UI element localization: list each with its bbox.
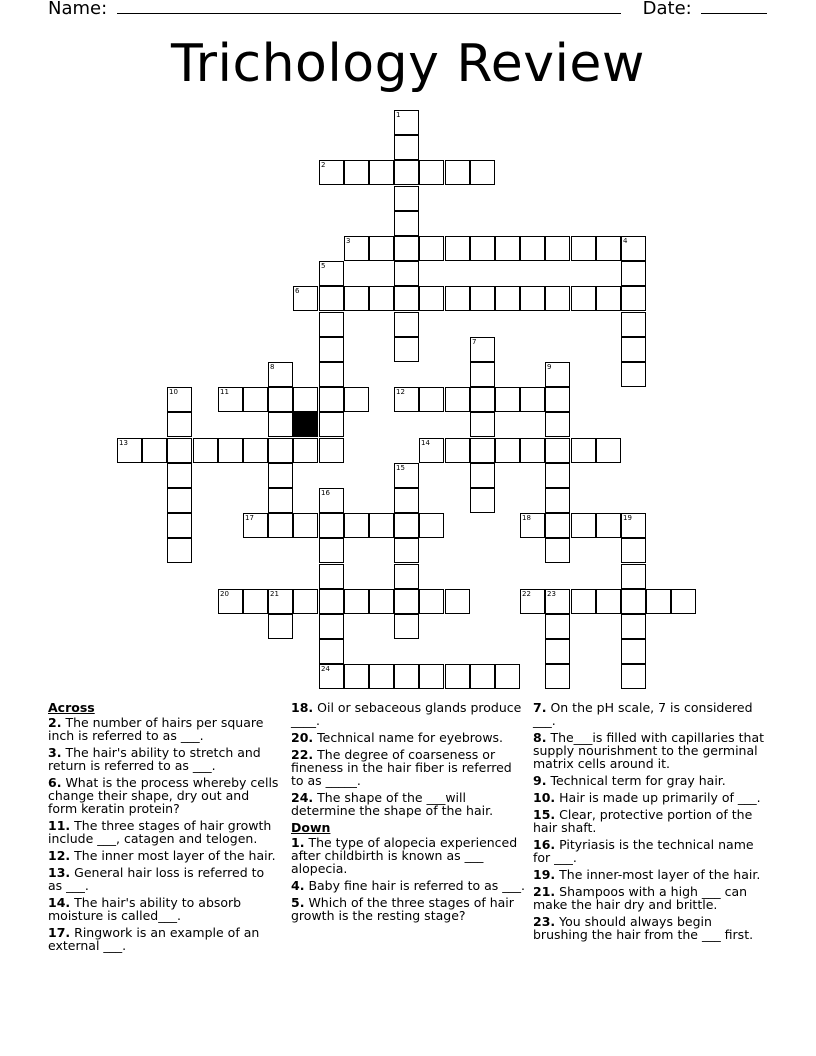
cell-number: 18 xyxy=(522,514,531,522)
crossword-cell[interactable] xyxy=(167,538,192,563)
crossword-cell[interactable] xyxy=(344,513,369,538)
crossword-cell[interactable] xyxy=(596,286,621,311)
clue-number: 14. xyxy=(48,895,71,910)
crossword-cell[interactable] xyxy=(268,488,293,513)
crossword-cell[interactable] xyxy=(621,286,646,311)
crossword-cell[interactable] xyxy=(596,513,621,538)
crossword-cell[interactable] xyxy=(470,387,495,412)
cell-number: 5 xyxy=(321,262,326,270)
crossword-cell[interactable] xyxy=(419,286,444,311)
clue-item xyxy=(533,731,769,770)
crossword-cell[interactable] xyxy=(319,513,344,538)
crossword-cell[interactable] xyxy=(545,463,570,488)
crossword-cell[interactable] xyxy=(621,337,646,362)
clue-number: 15. xyxy=(533,807,556,822)
clue-item xyxy=(48,716,280,742)
crossword-cell[interactable] xyxy=(268,513,293,538)
crossword-cell[interactable] xyxy=(621,236,646,261)
clue-item xyxy=(533,791,769,804)
crossword-cell[interactable] xyxy=(520,236,545,261)
crossword-cell[interactable] xyxy=(495,236,520,261)
crossword-cell[interactable] xyxy=(167,438,192,463)
crossword-cell[interactable] xyxy=(394,286,419,311)
crossword-cell[interactable] xyxy=(470,337,495,362)
crossword-cell[interactable] xyxy=(268,438,293,463)
crossword-cell[interactable] xyxy=(520,387,545,412)
clue-text: Shampoos with a high ___ can make the hair dry and brittle. xyxy=(533,884,748,912)
crossword-cell[interactable] xyxy=(445,286,470,311)
clue-text: The hair's ability to stretch and return is referred to as ___. xyxy=(48,745,261,773)
crossword-cell[interactable] xyxy=(394,538,419,563)
clue-item xyxy=(291,836,527,875)
crossword-cell[interactable] xyxy=(545,513,570,538)
crossword-cell[interactable] xyxy=(545,236,570,261)
clue-item xyxy=(48,776,280,815)
clue-number: 8. xyxy=(533,730,547,745)
crossword-cell[interactable] xyxy=(545,639,570,664)
clue-number: 7. xyxy=(533,700,547,715)
crossword-cell[interactable] xyxy=(470,664,495,689)
clue-number: 2. xyxy=(48,715,62,730)
crossword-cell[interactable] xyxy=(268,412,293,437)
crossword-cell[interactable] xyxy=(571,438,596,463)
crossword-cell[interactable] xyxy=(319,538,344,563)
clue-item xyxy=(533,701,769,727)
clue-item xyxy=(533,885,769,911)
cell-number: 1 xyxy=(396,111,401,119)
crossword-cell[interactable] xyxy=(671,589,696,614)
crossword-cell[interactable] xyxy=(394,664,419,689)
clue-item xyxy=(533,808,769,834)
crossword-cell[interactable] xyxy=(445,236,470,261)
crossword-cell[interactable] xyxy=(495,664,520,689)
crossword-cell[interactable] xyxy=(445,160,470,185)
crossword-cell[interactable] xyxy=(571,513,596,538)
crossword-cell[interactable] xyxy=(142,438,167,463)
clue-item xyxy=(291,791,527,817)
crossword-cell[interactable] xyxy=(545,488,570,513)
date-label: Date: xyxy=(642,0,692,19)
cell-number: 16 xyxy=(321,489,330,497)
crossword-cell[interactable] xyxy=(419,236,444,261)
clue-number: 4. xyxy=(291,878,305,893)
cell-number: 23 xyxy=(547,590,556,598)
clue-column-3 xyxy=(533,701,769,945)
clue-item xyxy=(291,748,527,787)
crossword-cell[interactable] xyxy=(369,513,394,538)
clue-number: 10. xyxy=(533,790,556,805)
crossword-cell[interactable] xyxy=(419,664,444,689)
crossword-cell[interactable] xyxy=(394,488,419,513)
cell-number: 24 xyxy=(321,665,330,673)
crossword-cell[interactable] xyxy=(445,387,470,412)
crossword-cell[interactable] xyxy=(495,286,520,311)
crossword-cell[interactable] xyxy=(167,513,192,538)
crossword-cell[interactable] xyxy=(319,286,344,311)
crossword-cell[interactable] xyxy=(470,488,495,513)
crossword-cell[interactable] xyxy=(520,513,545,538)
crossword-cell[interactable] xyxy=(293,438,318,463)
cell-number: 17 xyxy=(245,514,254,522)
crossword-cell[interactable] xyxy=(319,412,344,437)
crossword-cell[interactable] xyxy=(545,614,570,639)
crossword-cell[interactable] xyxy=(394,312,419,337)
crossword-cell[interactable] xyxy=(520,286,545,311)
cell-number: 7 xyxy=(472,338,477,346)
crossword-cell[interactable] xyxy=(394,564,419,589)
cell-number: 13 xyxy=(119,439,128,447)
crossword-cell[interactable] xyxy=(621,639,646,664)
cell-number: 20 xyxy=(220,590,229,598)
crossword-cell[interactable] xyxy=(293,286,318,311)
clue-item xyxy=(533,838,769,864)
crossword-cell[interactable] xyxy=(520,589,545,614)
clue-item xyxy=(291,896,527,922)
crossword-cell[interactable] xyxy=(243,438,268,463)
crossword-cell[interactable] xyxy=(319,664,344,689)
crossword-cell[interactable] xyxy=(293,387,318,412)
crossword-cell[interactable] xyxy=(394,110,419,135)
clue-item xyxy=(291,701,527,727)
crossword-cell[interactable] xyxy=(545,412,570,437)
clue-text: Ringwork is an example of an external ___. xyxy=(48,925,260,953)
clue-text: The number of hairs per square inch is referred to as ___. xyxy=(48,715,264,743)
clue-text: The type of alopecia experienced after childbirth is known as ___ alopecia. xyxy=(291,835,518,876)
crossword-cell[interactable] xyxy=(319,312,344,337)
cell-number: 4 xyxy=(623,237,628,245)
crossword-cell[interactable] xyxy=(394,463,419,488)
clue-number: 19. xyxy=(533,867,556,882)
crossword-cell[interactable] xyxy=(394,387,419,412)
cell-number: 22 xyxy=(522,590,531,598)
clue-number: 18. xyxy=(291,700,314,715)
cell-number: 14 xyxy=(421,439,430,447)
clue-number: 13. xyxy=(48,865,71,880)
crossword-cell[interactable] xyxy=(621,513,646,538)
clue-item xyxy=(533,915,769,941)
clue-number: 12. xyxy=(48,848,71,863)
clue-number: 16. xyxy=(533,837,556,852)
crossword-cell[interactable] xyxy=(268,614,293,639)
crossword-cell[interactable] xyxy=(621,664,646,689)
crossword-cell[interactable] xyxy=(344,387,369,412)
crossword-cell[interactable] xyxy=(369,236,394,261)
crossword-cell[interactable] xyxy=(319,564,344,589)
crossword-cell[interactable] xyxy=(218,387,243,412)
crossword-cell[interactable] xyxy=(268,387,293,412)
cell-number: 11 xyxy=(220,388,229,396)
crossword-cell[interactable] xyxy=(470,160,495,185)
clue-item xyxy=(291,731,527,744)
crossword-cell[interactable] xyxy=(394,211,419,236)
crossword-cell[interactable] xyxy=(545,438,570,463)
clue-number: 6. xyxy=(48,775,62,790)
crossword-cell[interactable] xyxy=(419,387,444,412)
clue-text: The hair's ability to absorb moisture is called___. xyxy=(48,895,242,923)
crossword-cell[interactable] xyxy=(319,387,344,412)
crossword-cell[interactable] xyxy=(193,438,218,463)
clue-number: 17. xyxy=(48,925,71,940)
clue-item xyxy=(48,896,280,922)
crossword-cell[interactable] xyxy=(394,337,419,362)
clue-column-2 xyxy=(291,701,527,926)
crossword-cell[interactable] xyxy=(117,438,142,463)
crossword-cell[interactable] xyxy=(470,362,495,387)
crossword-cell[interactable] xyxy=(621,589,646,614)
clue-text: Baby fine hair is referred to as ___. xyxy=(308,878,525,893)
clue-number: 23. xyxy=(533,914,556,929)
crossword-cell[interactable] xyxy=(394,261,419,286)
crossword-cell[interactable] xyxy=(319,488,344,513)
cell-number: 12 xyxy=(396,388,405,396)
page-title: Trichology Review xyxy=(171,34,645,94)
clue-text: Pityriasis is the technical name for ___. xyxy=(533,837,754,865)
clue-text: Technical name for eyebrows. xyxy=(317,730,504,745)
clue-text: General hair loss is referred to as ___. xyxy=(48,865,265,893)
crossword-cell[interactable] xyxy=(369,160,394,185)
crossword-cell[interactable] xyxy=(445,589,470,614)
crossword-cell[interactable] xyxy=(344,160,369,185)
crossword-cell[interactable] xyxy=(293,513,318,538)
clue-item xyxy=(533,868,769,881)
clue-text: On the pH scale, 7 is considered ___. xyxy=(533,700,753,728)
crossword-cell[interactable] xyxy=(243,387,268,412)
crossword-cell[interactable] xyxy=(545,589,570,614)
cell-number: 19 xyxy=(623,514,632,522)
clue-item xyxy=(48,926,280,952)
crossword-cell[interactable] xyxy=(167,387,192,412)
crossword-cell[interactable] xyxy=(470,286,495,311)
crossword-cell[interactable] xyxy=(319,589,344,614)
crossword-cell[interactable] xyxy=(344,664,369,689)
crossword-cell[interactable] xyxy=(596,438,621,463)
crossword-cell[interactable] xyxy=(394,186,419,211)
crossword-cell[interactable] xyxy=(621,261,646,286)
black-square xyxy=(293,412,318,437)
crossword-cell[interactable] xyxy=(268,589,293,614)
crossword-cell[interactable] xyxy=(319,362,344,387)
crossword-cell[interactable] xyxy=(470,438,495,463)
crossword-cell[interactable] xyxy=(293,589,318,614)
clue-text: The inner-most layer of the hair. xyxy=(559,867,761,882)
crossword-cell[interactable] xyxy=(218,438,243,463)
clue-number: 9. xyxy=(533,773,547,788)
crossword-cell[interactable] xyxy=(571,286,596,311)
crossword-cell[interactable] xyxy=(419,160,444,185)
cell-number: 8 xyxy=(270,363,275,371)
cell-number: 21 xyxy=(270,590,279,598)
crossword-cell[interactable] xyxy=(344,589,369,614)
cell-number: 3 xyxy=(346,237,351,245)
cell-number: 15 xyxy=(396,464,405,472)
clue-number: 22. xyxy=(291,747,314,762)
crossword-cell[interactable] xyxy=(621,362,646,387)
cell-number: 2 xyxy=(321,161,326,169)
crossword-cell[interactable] xyxy=(419,589,444,614)
clue-section-heading: Across xyxy=(48,700,95,715)
clue-column-1 xyxy=(48,701,280,956)
cell-number: 9 xyxy=(547,363,552,371)
cell-number: 6 xyxy=(295,287,300,295)
crossword-cell[interactable] xyxy=(470,236,495,261)
clue-number: 24. xyxy=(291,790,314,805)
crossword-cell[interactable] xyxy=(319,614,344,639)
crossword-cell[interactable] xyxy=(545,362,570,387)
clue-number: 1. xyxy=(291,835,305,850)
crossword-cell[interactable] xyxy=(319,639,344,664)
crossword-cell[interactable] xyxy=(344,236,369,261)
clue-section-heading: Down xyxy=(291,820,331,835)
crossword-cell[interactable] xyxy=(268,463,293,488)
crossword-cell[interactable] xyxy=(394,589,419,614)
crossword-cell[interactable] xyxy=(319,261,344,286)
crossword-cell[interactable] xyxy=(218,589,243,614)
crossword-cell[interactable] xyxy=(571,236,596,261)
clue-text: What is the process whereby cells change their shape, dry out and form keratin protein? xyxy=(48,775,279,816)
crossword-cell[interactable] xyxy=(167,488,192,513)
clue-item xyxy=(48,746,280,772)
clue-number: 21. xyxy=(533,884,556,899)
crossword-cell[interactable] xyxy=(167,463,192,488)
clue-number: 3. xyxy=(48,745,62,760)
crossword-cell[interactable] xyxy=(344,286,369,311)
clue-text: Technical term for gray hair. xyxy=(550,773,726,788)
clue-text: The three stages of hair growth include ___, catagen and telogen. xyxy=(48,818,272,846)
crossword-cell[interactable] xyxy=(445,438,470,463)
crossword-cell[interactable] xyxy=(243,513,268,538)
crossword-cell[interactable] xyxy=(621,564,646,589)
crossword-cell[interactable] xyxy=(319,160,344,185)
clue-number: 5. xyxy=(291,895,305,910)
crossword-cell[interactable] xyxy=(394,236,419,261)
crossword-cell[interactable] xyxy=(394,513,419,538)
crossword-cell[interactable] xyxy=(167,412,192,437)
clue-item xyxy=(48,849,280,862)
crossword-cell[interactable] xyxy=(470,463,495,488)
clue-text: Oil or sebaceous glands produce ____. xyxy=(291,700,522,728)
crossword-cell[interactable] xyxy=(394,614,419,639)
clue-text: Hair is made up primarily of ___. xyxy=(559,790,761,805)
crossword-cell[interactable] xyxy=(596,589,621,614)
crossword-cell[interactable] xyxy=(495,438,520,463)
crossword-cell[interactable] xyxy=(495,387,520,412)
crossword-cell[interactable] xyxy=(571,589,596,614)
crossword-cell[interactable] xyxy=(621,538,646,563)
crossword-cell[interactable] xyxy=(545,538,570,563)
crossword-cell[interactable] xyxy=(419,438,444,463)
clue-number: 11. xyxy=(48,818,71,833)
crossword-cell[interactable] xyxy=(369,286,394,311)
clue-text: Which of the three stages of hair growth is the resting stage? xyxy=(291,895,514,923)
clue-number: 20. xyxy=(291,730,314,745)
clue-item xyxy=(533,774,769,787)
clue-item xyxy=(48,819,280,845)
crossword-cell[interactable] xyxy=(369,589,394,614)
name-label: Name: xyxy=(48,0,108,19)
crossword-cell[interactable] xyxy=(445,664,470,689)
crossword-cell[interactable] xyxy=(319,438,344,463)
crossword-cell[interactable] xyxy=(545,387,570,412)
clue-text: The___is filled with capillaries that supply nourishment to the germinal matrix cells around it. xyxy=(533,730,765,771)
clue-item xyxy=(291,879,527,892)
crossword-cell[interactable] xyxy=(646,589,671,614)
crossword-cell[interactable] xyxy=(545,664,570,689)
crossword-cell[interactable] xyxy=(394,135,419,160)
crossword-cell[interactable] xyxy=(545,286,570,311)
cell-number: 10 xyxy=(169,388,178,396)
clue-text: Clear, protective portion of the hair shaft. xyxy=(533,807,753,835)
crossword-cell[interactable] xyxy=(470,412,495,437)
crossword-cell[interactable] xyxy=(596,236,621,261)
crossword-cell[interactable] xyxy=(419,513,444,538)
clue-item xyxy=(48,866,280,892)
clue-text: The inner most layer of the hair. xyxy=(74,848,276,863)
clue-text: The degree of coarseness or fineness in the hair fiber is referred to as _____. xyxy=(291,747,512,788)
crossword-cell[interactable] xyxy=(243,589,268,614)
clue-text: You should always begin brushing the hair from the ___ first. xyxy=(533,914,754,942)
crossword-cell[interactable] xyxy=(621,312,646,337)
crossword-cell[interactable] xyxy=(394,160,419,185)
clue-text: The shape of the ___will determine the shape of the hair. xyxy=(291,790,494,818)
crossword-cell[interactable] xyxy=(369,664,394,689)
crossword-cell[interactable] xyxy=(268,362,293,387)
crossword-cell[interactable] xyxy=(319,337,344,362)
crossword-cell[interactable] xyxy=(621,614,646,639)
crossword-cell[interactable] xyxy=(520,438,545,463)
